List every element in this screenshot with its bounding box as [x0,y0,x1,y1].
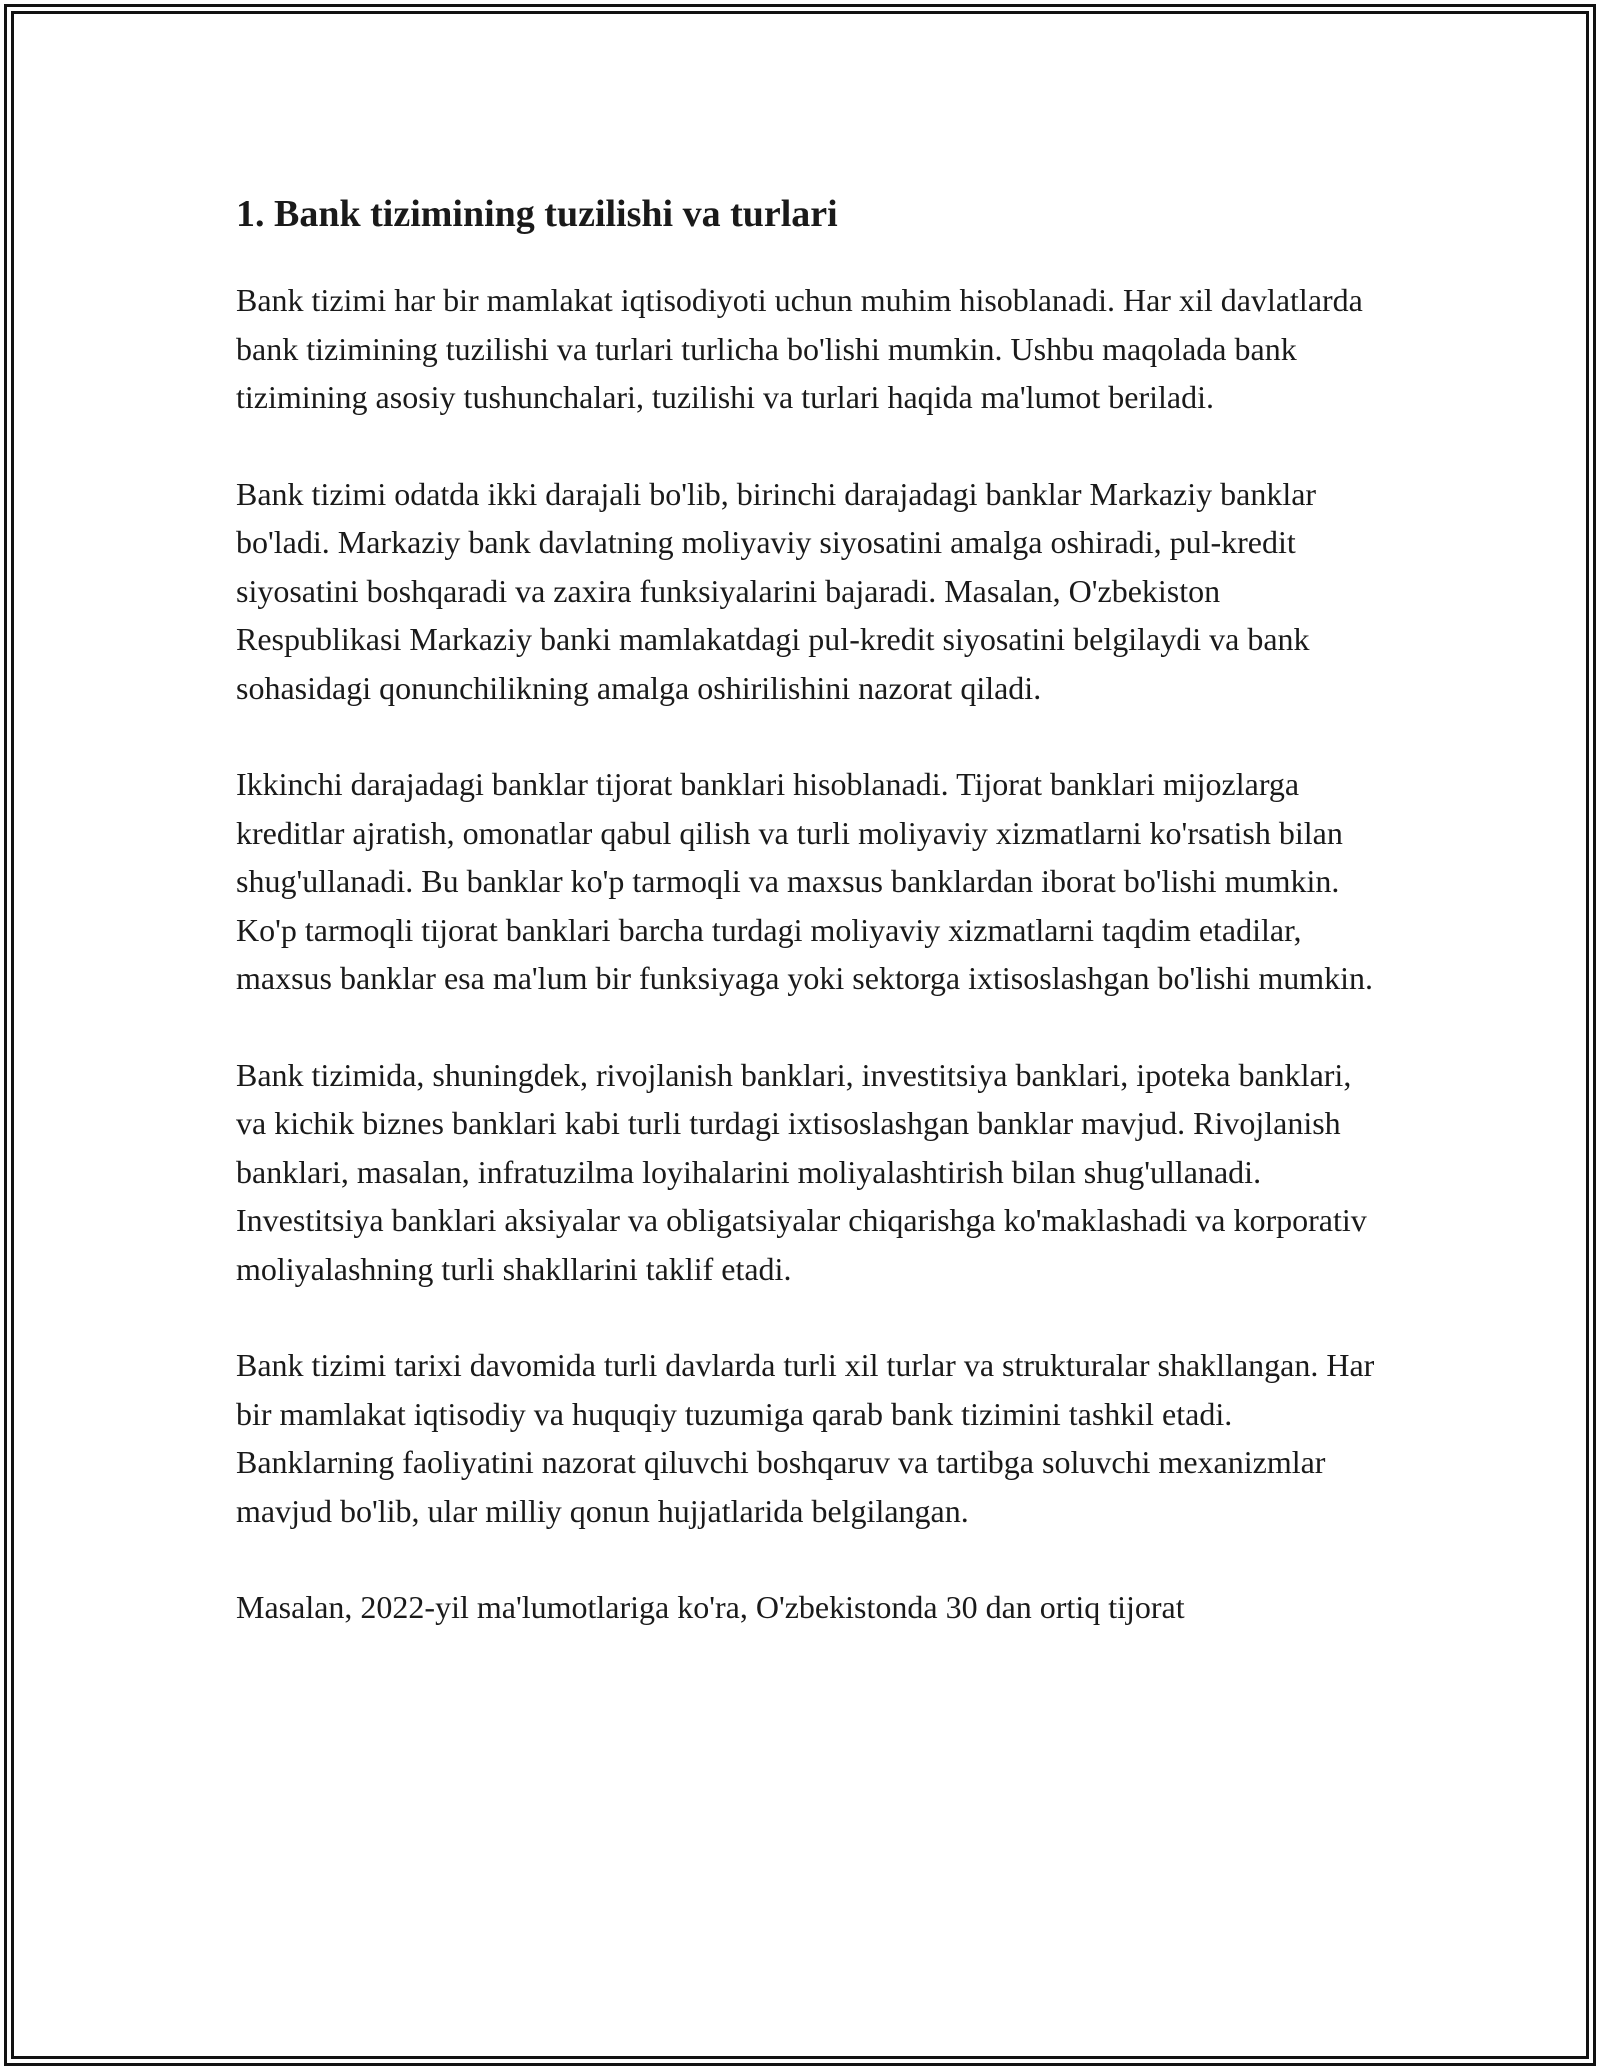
paragraph-commercial-banks: Ikkinchi darajadagi banklar tijorat banklari hisoblanadi. Tijorat banklari mijozlarga kreditlar ajratish, omonatlar qabul qilish va turli moliyaviy xizmatlarni ko'rsatish bilan shug'ullanadi. Bu banklar ko'p tarmoqli va maxsus banklardan iborat bo'lishi mumkin. Ko'p tarmoqli tijorat banklari barcha turdagi moliyaviy xizmatlarni taqdim etadilar, maxsus banklar esa ma'lum bir funksiyaga yoki sektorga ixtisoslashgan bo'lishi mumkin. [236,766,1374,996]
paragraph-intro: Bank tizimi har bir mamlakat iqtisodiyoti uchun muhim hisoblanadi. Har xil davlatlarda bank tizimining tuzilishi va turlari turlicha bo'lishi mumkin. Ushbu maqolada bank tizimining asosiy tushunchalari, tuzilishi va turlari haqida ma'lumot beriladi. [236,282,1363,415]
paragraph-specialized-banks: Bank tizimida, shuningdek, rivojlanish banklari, investitsiya banklari, ipoteka banklari, va kichik biznes banklari kabi turli turdagi ixtisoslashgan banklar mavjud. Rivojlanish banklari, masalan, infratuzilma loyihalarini moliyalashtirish bilan shug'ullanadi. Investitsiya banklari aksiyalar va obligatsiyalar chiqarishga ko'maklashadi va korporativ moliyalashning turli shakllarini taklif etadi. [236,1056,1367,1287]
document-body [236,186,1376,1680]
paragraph-history: Bank tizimi tarixi davomida turli davlarda turli xil turlar va strukturalar shakllangan. Har bir mamlakat iqtisodiy va huquqiy tuzumiga qarab bank tizimini tashkil etadi. Banklarning faoliyatini nazorat qiluvchi boshqaruv va tartibga soluvchi mexanizmlar mavjud bo'lib, ular milliy qonun hujjatlarida belgilangan. [236,1347,1375,1529]
paragraph-example: Masalan, 2022-yil ma'lumotlariga ko'ra, O'zbekistonda 30 dan ortiq tijorat [236,1589,1185,1625]
paragraph-central-bank: Bank tizimi odatda ikki darajali bo'lib, birinchi darajadagi banklar Markaziy banklar bo'ladi. Markaziy bank davlatning moliyaviy siyosatini amalga oshiradi, pul-kredit siyosatini boshqaradi va zaxira funksiyalarini bajaradi. Masalan, O'zbekiston Respublikasi Markaziy banki mamlakatdagi pul-kredit siyosatini belgilaydi va bank sohasidagi qonunchilikning amalga oshirilishini nazorat qiladi. [236,475,1317,706]
section-heading: 1. Bank tizimining tuzilishi va turlari [236,193,838,235]
